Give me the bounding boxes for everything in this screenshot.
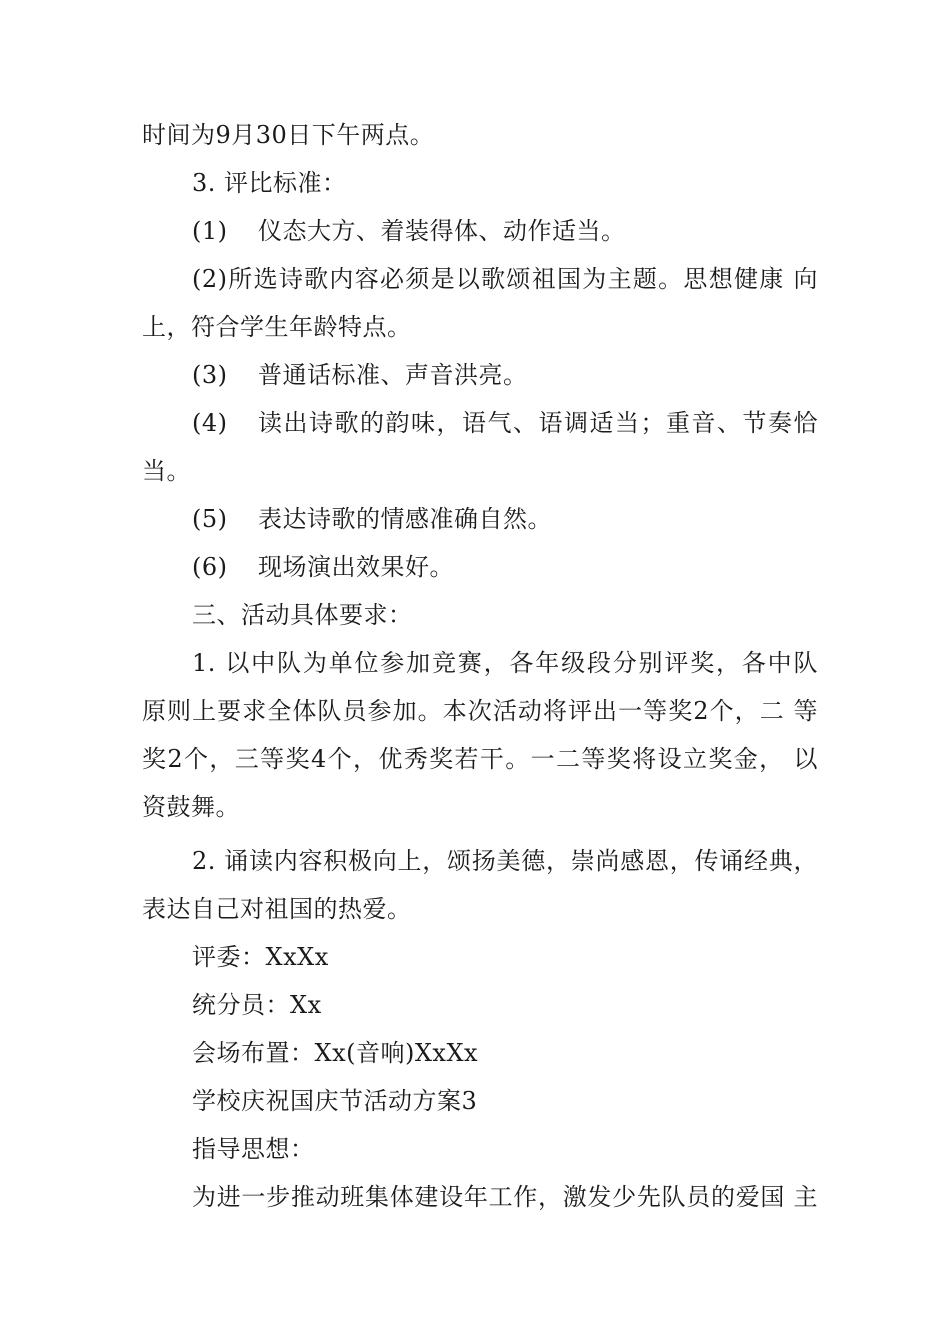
paragraph-line: 资鼓舞。	[142, 793, 240, 821]
plan-title: 学校庆祝国庆节活动方案3	[192, 1087, 478, 1115]
item-number: (4)	[192, 409, 228, 437]
item-text: 普通话标准、声音洪亮。	[258, 361, 528, 389]
item-number: (5)	[192, 505, 228, 533]
paragraph-line: 奖2个，三等奖4个，优秀奖若干。一二等奖将设立奖金， 以	[142, 745, 818, 773]
criteria-item-3	[192, 360, 528, 390]
criteria-item-5	[192, 504, 552, 534]
paragraph-line: 时间为9月30日下午两点。	[142, 121, 435, 149]
paragraph-line: 当。	[142, 457, 191, 485]
criteria-item-2: (2)所选诗歌内容必须是以歌颂祖国为主题。思想健康 向	[192, 265, 818, 293]
item-text: 现场演出效果好。	[258, 553, 454, 581]
paragraph-line: 表达自己对祖国的热爱。	[142, 895, 412, 923]
judges-line: 评委：XxXx	[192, 943, 329, 971]
criteria-item-1	[192, 216, 626, 246]
item-text: 表达诗歌的情感准确自然。	[258, 505, 552, 533]
item-number: (1)	[192, 217, 228, 245]
scorer-line: 统分员：Xx	[192, 991, 322, 1019]
item-number: (6)	[192, 553, 228, 581]
criteria-item-6	[192, 552, 454, 582]
paragraph-line: 上，符合学生年龄特点。	[142, 313, 412, 341]
criteria-item-4	[192, 408, 818, 438]
paragraph-line: 1. 以中队为单位参加竞赛，各年级段分别评奖，各中队	[192, 649, 818, 677]
paragraph-line: 2. 诵读内容积极向上，颂扬美德，崇尚感恩，传诵经典，	[192, 847, 818, 875]
section-heading-guiding-ideology: 指导思想：	[192, 1135, 315, 1163]
section-heading-evaluation-criteria: 3. 评比标准：	[192, 169, 347, 197]
section-heading-requirements: 三、活动具体要求：	[192, 601, 413, 629]
paragraph-line: 原则上要求全体队员参加。本次活动将评出一等奖2个，二 等	[142, 697, 818, 725]
item-text: 仪态大方、着装得体、动作适当。	[258, 217, 626, 245]
item-number: (3)	[192, 361, 228, 389]
item-text: 读出诗歌的韵味，语气、语调适当；重音、节奏恰	[258, 409, 818, 437]
venue-line: 会场布置：Xx(音响)XxXx	[192, 1039, 479, 1067]
paragraph-line: 为进一步推动班集体建设年工作，激发少先队员的爱国 主	[192, 1183, 818, 1211]
